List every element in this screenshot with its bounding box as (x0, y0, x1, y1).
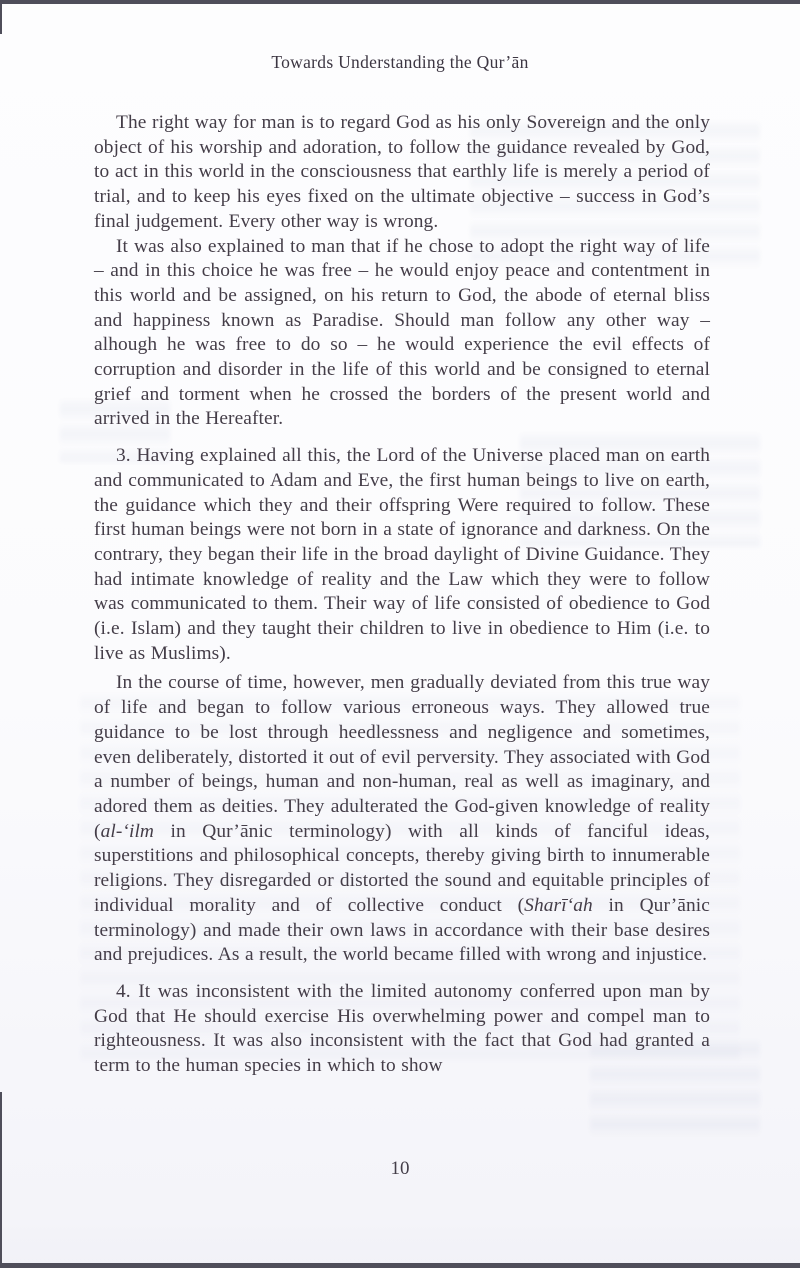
italic-term-shariah: Sharī‘ah (524, 894, 593, 916)
scan-edge-top (0, 0, 800, 4)
body-text (94, 111, 710, 1079)
page-number: 10 (390, 1158, 410, 1179)
paragraph-1 (94, 111, 710, 235)
page-footer (0, 1158, 800, 1180)
paragraph-text: 3. Having explained all this, the Lord of the Universe placed man on earth and communicated to Adam and Eve, the first human beings to live on earth, the guidance which they and their offspring Were required to follow. These first human beings were not born in a state of ignorance and darkness. On the contrary, they began their life in the broad daylight of Divine Guidance. They had intimate knowledge of reality and the Law which they were to follow was communicated to them. Their way of life consisted of obedience to God (i.e. Islam) and they taught their children to live in obedience to Him (i.e. to live as Muslims). (94, 445, 710, 664)
paragraph-text: The right way for man is to regard God as his only Sovereign and the only object of his worship and adoration, to follow the guidance revealed by God, to act in this world in the consciousness that earthly life is merely a period of trial, and to keep his eyes fixed on the ultimate objective – success in God’s final judgement. Every other way is wrong. (94, 112, 710, 232)
paragraph-3-numbered (94, 444, 710, 666)
paragraph-text: It was also explained to man that if he chose to adopt the right way of life – and in this choice he was free – he would enjoy peace and contentment in this world and be assigned, on his return to God, the abode of eternal bliss and happiness known as Paradise. Should man follow any other way – alhough he was free to do so – he would experience the evil effects of corruption and disorder in the life of this world and be consigned to eternal grief and torment when he crossed the borders of the present world and arrived in the Hereafter. (94, 235, 710, 430)
running-header-title: Towards Understanding the Qur’ān (271, 52, 529, 72)
running-header (0, 52, 800, 73)
scan-edge-left-tick (0, 0, 2, 34)
paragraph-text: In the course of time, however, men gradually deviated from this true way of life and began to follow various erroneous ways. They allowed true guidance to be lost through heedlessness and negligence and sometimes, even deliberately, distorted it out of evil perversity. They associated with God a number of beings, human and non-human, real as well as imaginary, and adored them as deities. They adulterated the God-given knowledge of reality ( (94, 672, 710, 842)
paragraph-2 (94, 235, 710, 433)
paragraph-text: in Qur’ānic terminology) with all kinds of fanciful ideas, superstitions and philosophical concepts, thereby giving birth to innumerable religions. They disregarded or distorted the sound and equitable principles of individual morality and of collective conduct ( (94, 820, 710, 916)
paragraph-text: in Qur’ānic terminology) and made their own laws in accordance with their base desires and prejudices. As a result, the world became filled with wrong and injustice. (94, 894, 710, 966)
scan-edge-left (0, 1092, 2, 1268)
italic-term-al-ilm: al-‘ilm (100, 820, 155, 842)
paragraph-4 (94, 671, 710, 967)
scan-edge-bottom (0, 1263, 800, 1268)
paragraph-5-numbered (94, 980, 710, 1079)
paragraph-text: 4. It was inconsistent with the limited autonomy conferred upon man by God that He should exercise His overwhelming power and compel man to righteousness. It was also inconsistent with the fact that God had granted a term to the human species in which to show (94, 980, 710, 1077)
